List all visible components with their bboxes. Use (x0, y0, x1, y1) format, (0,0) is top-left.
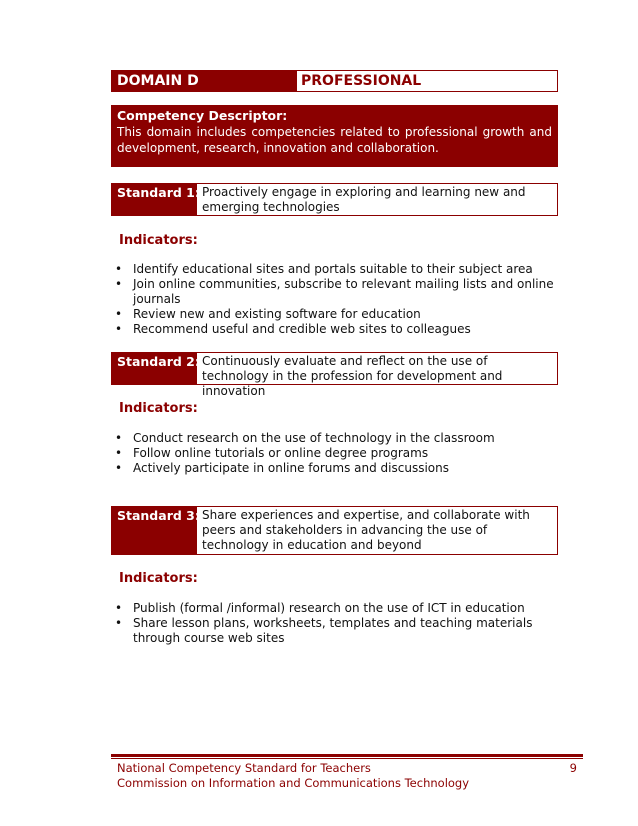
list-item: • Publish (formal /informal) research on the use of ICT in education (115, 601, 525, 615)
standard-1-text: Proactively engage in exploring and learning new and emerging technologies (197, 183, 558, 216)
standard-1-indicators-title: Indicators: (119, 233, 198, 248)
page-footer (117, 761, 583, 791)
descriptor-heading: Competency Descriptor: (117, 108, 288, 123)
list-item: • Conduct research on the use of technology in the classroom (115, 431, 495, 445)
standard-1 (111, 183, 558, 216)
standard-1-indicators (112, 262, 582, 337)
list-item: • Join online communities, subscribe to relevant mailing lists and online journals (115, 277, 554, 306)
footer-divider (111, 754, 583, 757)
list-item: • Actively participate in online forums and discussions (115, 461, 449, 475)
standard-2-label: Standard 2: (111, 352, 197, 385)
footer-title: National Competency Standard for Teachers (117, 761, 371, 775)
descriptor-text: This domain includes competencies related to professional growth and development, research, innovation and collaboration. (117, 125, 552, 155)
standard-3-indicators (112, 601, 552, 646)
domain-header (111, 70, 558, 92)
footer-organization: Commission on Information and Communications Technology (117, 776, 470, 790)
standard-2-indicators-title: Indicators: (119, 401, 198, 416)
domain-name: PROFESSIONAL (297, 70, 558, 92)
list-item: • Recommend useful and credible web sites to colleagues (115, 322, 471, 336)
list-item: • Follow online tutorials or online degree programs (115, 446, 429, 460)
standard-3-indicators-title: Indicators: (119, 571, 198, 586)
page-number: 9 (569, 761, 577, 775)
list-item: • Review new and existing software for education (115, 307, 421, 321)
domain-label: DOMAIN D (111, 70, 297, 92)
standard-2 (111, 352, 558, 398)
standard-3-text: Share experiences and expertise, and collaborate with peers and stakeholders in advancing the use of technology in education and beyond (197, 506, 558, 555)
standard-2-indicators (112, 431, 582, 476)
list-item: • Identify educational sites and portals suitable to their subject area (115, 262, 533, 276)
standard-3-label: Standard 3: (111, 506, 197, 555)
competency-descriptor (111, 105, 558, 167)
footer-divider-thin (111, 758, 583, 759)
standard-2-text: Continuously evaluate and reflect on the use of technology in the profession for development and innovation (197, 352, 558, 385)
standard-3 (111, 506, 558, 555)
list-item: • Share lesson plans, worksheets, templates and teaching materials through course web sites (115, 616, 533, 645)
standard-1-label: Standard 1: (111, 183, 197, 216)
